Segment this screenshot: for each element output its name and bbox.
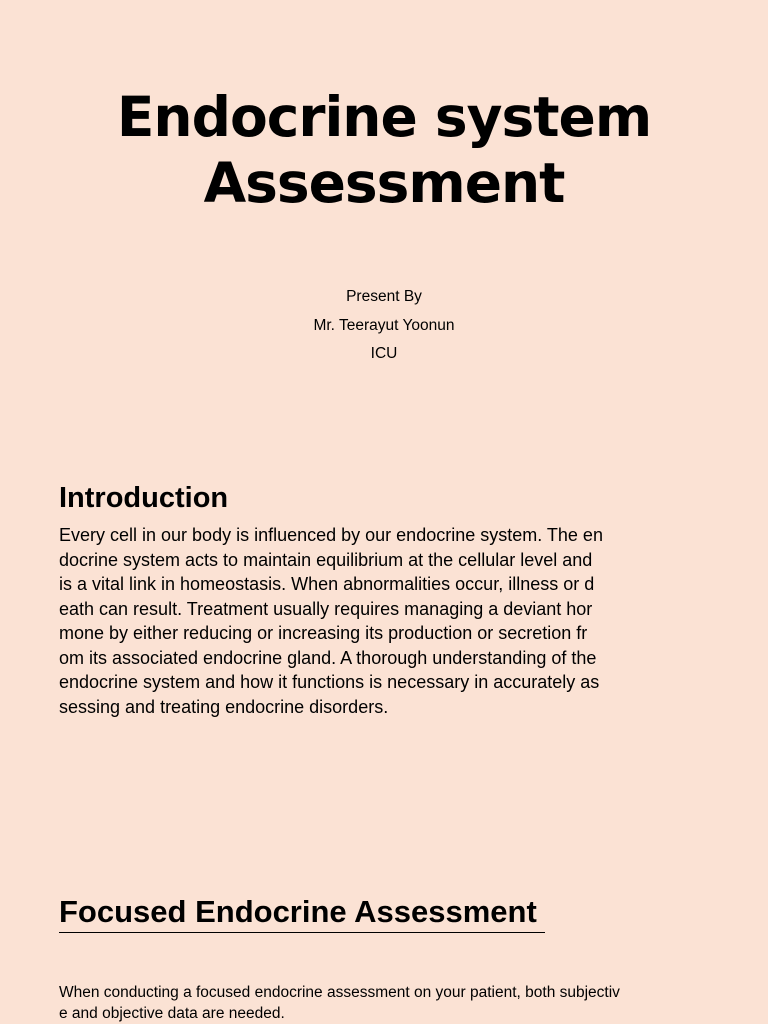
focused-assessment-heading: Focused Endocrine Assessment: [59, 892, 545, 933]
presenter-info: [0, 283, 768, 369]
introduction-body: Every cell in our body is influenced by our endocrine system. The en docrine system acts to maintain equilibrium at the cellular level and is a vital link in homeostasis. When abnormalities occur, illness or d eath can result. Treatment usually requires managing a deviant hor mone by either reducing or increasing its production or secretion fr om its associated endocrine gland. A thorough understanding of the endocrine system and how it functions is necessary in accurately as sessing and treating endocrine disorders.: [59, 525, 603, 717]
presenter-name: Mr. Teerayut Yoonun: [313, 316, 455, 334]
focused-assessment-body: When conducting a focused endocrine assessment on your patient, both subjectiv e and objective data are needed.: [59, 984, 620, 1022]
title-line-2: Assessment: [203, 151, 565, 215]
page-title: [0, 84, 768, 216]
introduction-heading: Introduction: [59, 482, 229, 514]
title-line-1: Endocrine system: [116, 85, 652, 149]
presenter-label: Present By: [346, 288, 422, 305]
presenter-unit: ICU: [370, 345, 398, 362]
